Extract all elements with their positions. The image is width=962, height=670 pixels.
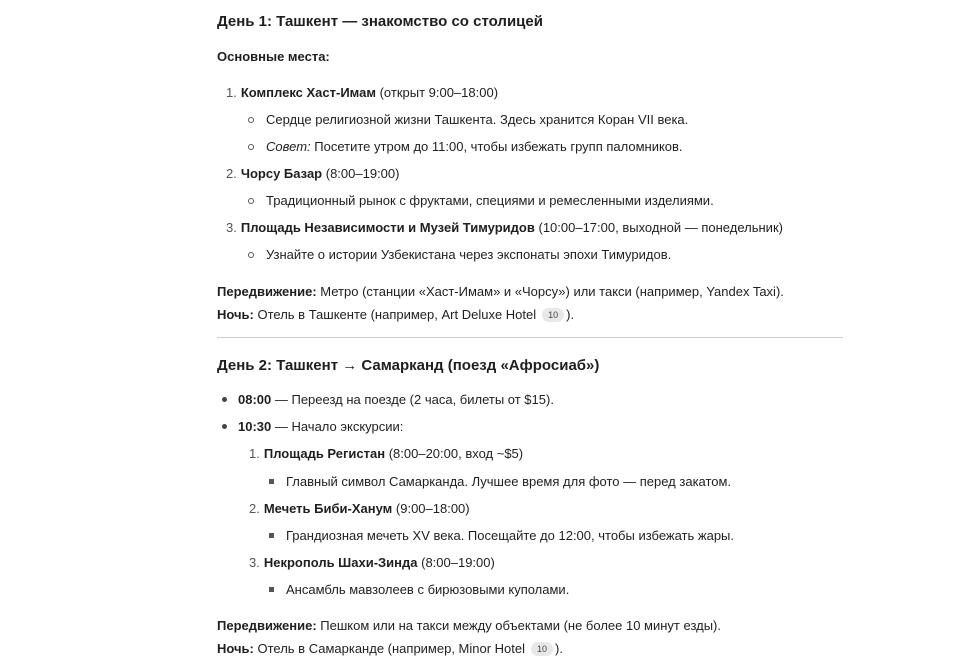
square-bullet-icon [269,533,274,538]
citation-badge[interactable]: 10 [531,642,553,656]
circle-bullet-icon [248,252,254,258]
circle-bullet-icon [248,117,254,123]
citation-badge[interactable]: 10 [542,308,564,322]
list-subitem: Совет: Посетите утром до 11:00, чтобы избежать групп паломников. [248,138,683,156]
day2-night: Ночь: Отель в Самарканде (например, Minor Hotel 10 ). [217,641,563,656]
circle-bullet-icon [248,198,254,204]
list-subitem: Ансамбль мавзолеев с бирюзовыми куполами. [269,581,569,599]
square-bullet-icon [269,587,274,592]
day2-transport: Передвижение: Пешком или на такси между объектами (не более 10 минут езды). [217,618,721,633]
list-subitem: Грандиозная мечеть XV века. Посещайте до 12:00, чтобы избежать жары. [269,527,734,545]
bullet-icon [222,397,227,402]
list-item: 1. Площадь Регистан (8:00–20:00, вход ~$5) [249,446,524,461]
day1-night: Ночь: Отель в Ташкенте (например, Art Deluxe Hotel 10 ). [217,307,575,322]
timeline-item: 08:00 — Переезд на поезде (2 часа, билеты от $15). [222,391,554,409]
list-subitem: Традиционный рынок с фруктами, специями и ремесленными изделиями. [248,192,714,210]
square-bullet-icon [269,479,274,484]
day2-heading: День 2: Ташкент → Самарканд (поезд «Афросиаб») [217,357,600,374]
list-item: 1. Комплекс Хаст-Имам (открыт 9:00–18:00) [226,85,499,100]
day1-places-label: Основные места: [217,49,330,64]
list-item: 3. Некрополь Шахи-Зинда (8:00–19:00) [249,555,495,570]
day1-heading: День 1: Ташкент — знакомство со столицей [217,13,543,30]
section-divider [217,337,843,338]
timeline-item: 10:30 — Начало экскурсии: [222,418,403,436]
circle-bullet-icon [248,144,254,150]
list-subitem: Узнайте о истории Узбекистана через экспонаты эпохи Тимуридов. [248,246,671,264]
list-subitem: Главный символ Самарканда. Лучшее время для фото — перед закатом. [269,473,731,491]
day1-transport: Передвижение: Метро (станции «Хаст-Имам» и «Чорсу») или такси (например, Yandex Taxi). [217,284,784,299]
list-subitem: Сердце религиозной жизни Ташкента. Здесь хранится Коран VII века. [248,111,688,129]
list-item: 3. Площадь Независимости и Музей Тимуридов (10:00–17:00, выходной — понедельник) [226,220,783,235]
bullet-icon [222,424,227,429]
list-item: 2. Мечеть Биби-Ханум (9:00–18:00) [249,501,470,516]
list-item: 2. Чорсу Базар (8:00–19:00) [226,166,400,181]
